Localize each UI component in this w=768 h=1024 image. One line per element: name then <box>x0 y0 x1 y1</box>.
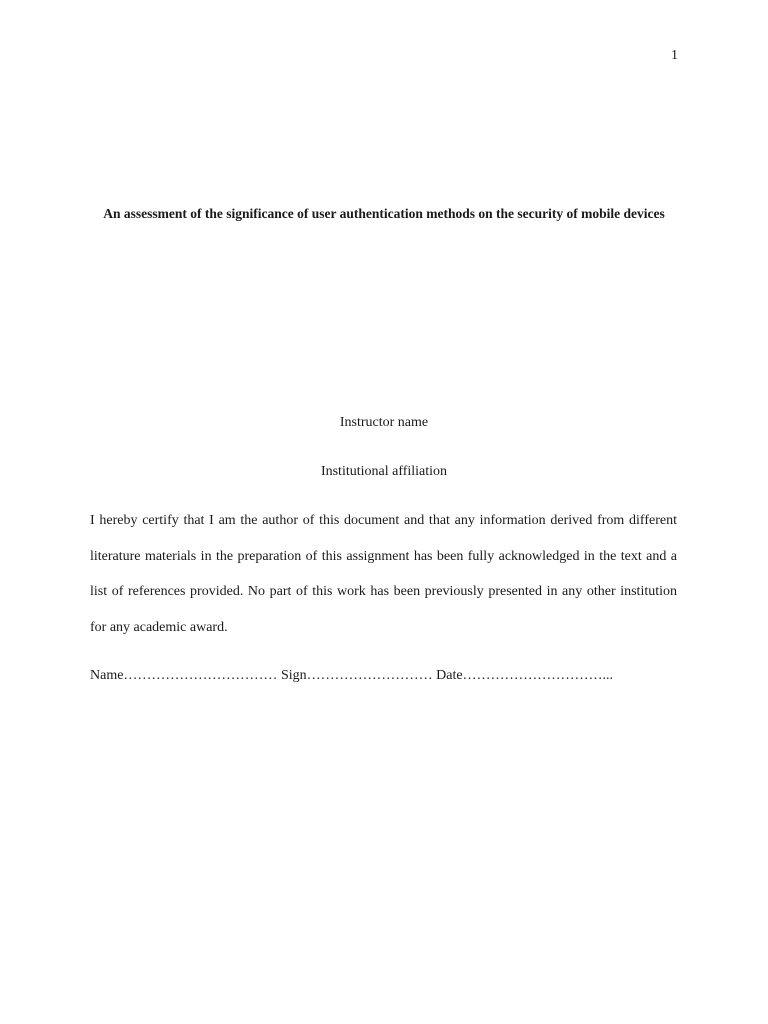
date-field: Date…………………………... <box>436 668 614 683</box>
instructor-name: Instructor name <box>339 415 429 430</box>
name-field: Name…………………………… <box>90 668 278 683</box>
page-number: 1 <box>671 48 678 63</box>
sign-field: Sign……………………… <box>280 668 433 683</box>
institutional-affiliation: Institutional affiliation <box>320 464 448 479</box>
document-title: An assessment of the significance of user authentication methods on the security of mobile devices <box>103 206 665 221</box>
signature-line <box>90 666 677 686</box>
certification-statement: I hereby certify that I am the author of this document and that any information derived from different literature materials in the preparation of this assignment has been fully acknowledged in the text and a list of references provided. No part of this work has been previously presented in any other institution for any academic award. <box>90 513 677 635</box>
